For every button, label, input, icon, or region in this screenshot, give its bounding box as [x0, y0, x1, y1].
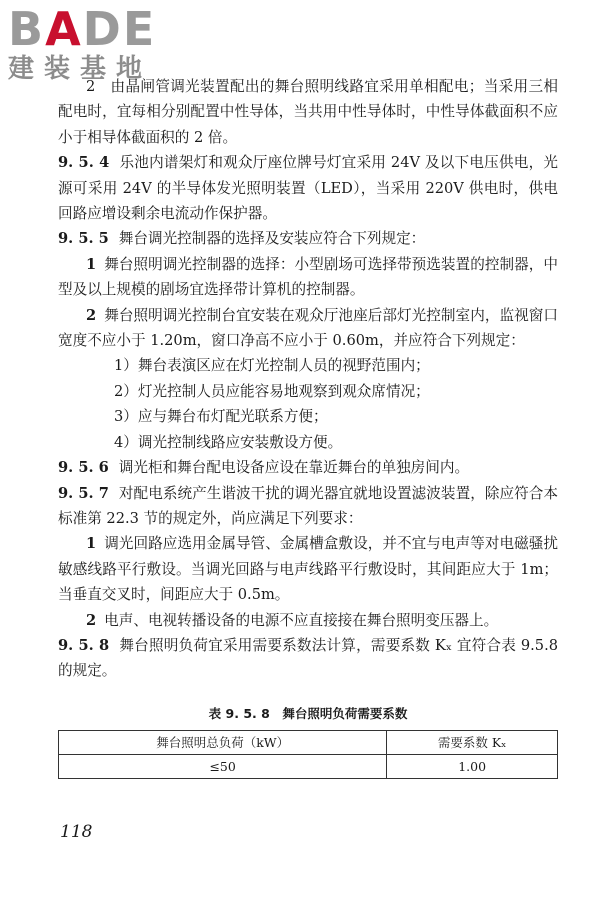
table-row — [59, 754, 558, 778]
item-number: 2 — [86, 306, 97, 324]
clause-9-5-5-item-2 — [58, 303, 558, 354]
sub-item-3: 3）应与舞台布灯配光联系方便； — [114, 408, 328, 426]
clause-9-5-5 — [58, 226, 558, 251]
document-body — [58, 74, 558, 779]
clause-text: 乐池内谱架灯和观众厅座位牌号灯宜采用 24V 及以下电压供电，光源可采用 24V 的半导体发光照明装置（LED），当采用 220V 供电时，供电回路应增设剩余电流动作保护器。 — [58, 154, 558, 223]
page-number: 118 — [60, 822, 93, 842]
item-number: 1 — [86, 535, 97, 553]
item-number: 2 — [86, 611, 97, 629]
table-header-row — [59, 730, 558, 754]
table-header-factor: 需要系数 Kₓ — [387, 730, 558, 754]
clause-9-5-5-item-1 — [58, 252, 558, 303]
clause-text: 调光柜和舞台配电设备应设在靠近舞台的单独房间内。 — [118, 459, 470, 477]
item-text: 调光回路应选用金属导管、金属槽盒敷设，并不宜与电声等对电磁骚扰敏感线路平行敷设。当调光回路与电声线路平行敷设时，其间距应大于 1m；当垂直交叉时，间距应大于 0.5m。 — [58, 535, 558, 604]
clause-text: 舞台调光控制器的选择及安装应符合下列规定： — [118, 230, 426, 248]
item-text: 电声、电视转播设备的电源不应直接接在舞台照明变压器上。 — [104, 611, 499, 629]
item-number: 1 — [86, 255, 97, 273]
table-cell-factor: 1.00 — [387, 754, 558, 778]
clause-text: 对配电系统产生谐波干扰的调光器宜就地设置滤波装置，除应符合本标准第 22.3 节的规定外，尚应满足下列要求： — [58, 484, 558, 527]
clause-9-5-4 — [58, 150, 558, 226]
sub-item-4: 4）调光控制线路应安装敷设方便。 — [114, 433, 343, 451]
clause-number: 9. 5. 6 — [58, 459, 109, 477]
clause-number: 9. 5. 7 — [58, 484, 109, 502]
clause-number: 9. 5. 8 — [58, 636, 110, 654]
table-header-load: 舞台照明总负荷（kW） — [59, 730, 387, 754]
clause-9-5-7-item-2 — [58, 608, 558, 633]
table-title: 表 9. 5. 8 舞台照明负荷需要系数 — [208, 705, 408, 721]
table-cell-load: ≤50 — [59, 754, 387, 778]
clause-9-5-8 — [58, 633, 558, 684]
clause-number: 9. 5. 5 — [58, 230, 109, 248]
item-text: 舞台照明调光控制器的选择：小型剧场可选择带预选装置的控制器，中型及以上规模的剧场宜选择带计算机的控制器。 — [58, 255, 558, 299]
clause-9-5-6 — [58, 455, 558, 480]
demand-factor-table — [58, 730, 558, 779]
clause-number: 9. 5. 4 — [58, 154, 110, 172]
sub-item-1: 1）舞台表演区应在灯光控制人员的视野范围内； — [114, 357, 430, 375]
logo-wordmark: BADE — [8, 2, 157, 56]
clause-9-5-7 — [58, 481, 558, 532]
item-text: 舞台照明调光控制台宜安装在观众厅池座后部灯光控制室内，监视窗口宽度不应小于 1.20m，窗口净高不应小于 0.60m，并应符合下列规定： — [58, 306, 558, 350]
paragraph-item-2: 2 由晶闸管调光装置配出的舞台照明线路宜采用单相配电；当采用三相配电时，宜每相分别配置中性导体，当共用中性导体时，中性导体截面积不应小于相导体截面积的 2 倍。 — [58, 78, 558, 146]
sub-item-2: 2）灯光控制人员应能容易地观察到观众席情况； — [114, 382, 430, 400]
clause-9-5-7-item-1 — [58, 531, 558, 607]
logo-subtitle: 建装基地 — [8, 54, 153, 84]
clause-text: 舞台照明负荷宜采用需要系数法计算，需要系数 Kₓ 宜符合表 9.5.8 的规定。 — [58, 636, 558, 680]
